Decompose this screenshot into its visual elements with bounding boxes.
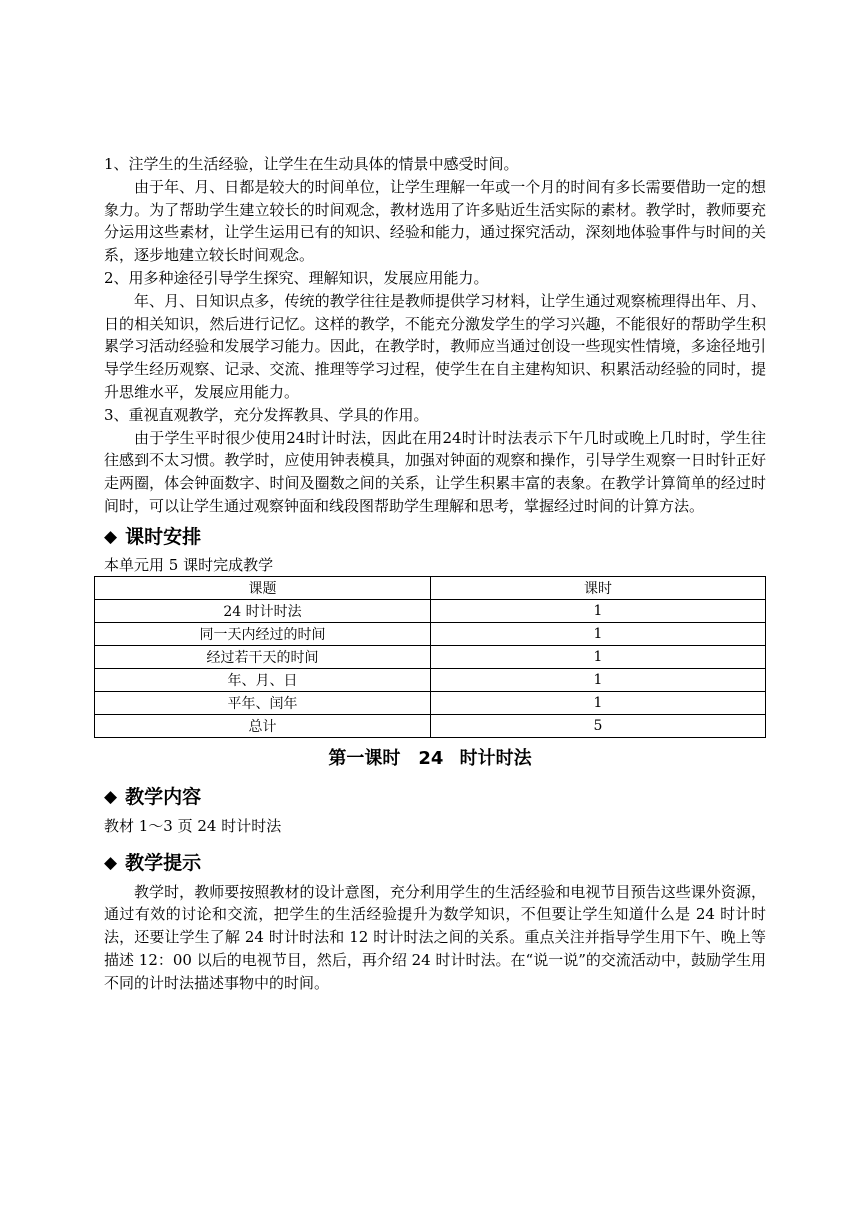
table-header-row (95, 576, 766, 599)
table-row (95, 622, 766, 645)
cell-topic: 24 时计时法 (95, 599, 431, 622)
content-heading-text: 教学内容 (125, 785, 202, 808)
column-header-periods: 课时 (431, 576, 766, 599)
cell-periods: 1 (431, 599, 766, 622)
table-row (95, 691, 766, 714)
paragraph-1: 1、注学生的生活经验，让学生在生动具体的情景中感受时间。 (104, 155, 519, 173)
table-row (95, 668, 766, 691)
hints-heading (104, 850, 766, 876)
lesson-title: 第一课时 24 时计时法 (328, 747, 532, 769)
table-row (95, 599, 766, 622)
table-row-total (95, 714, 766, 737)
schedule-heading-text: 课时安排 (125, 525, 202, 548)
diamond-bullet-icon: ◆ (104, 786, 118, 807)
cell-periods: 1 (431, 622, 766, 645)
paragraph-2: 由于年、月、日都是较大的时间单位，让学生理解一年或一个月的时间有多长需要借助一定的想象力。为了帮助学生建立较长的时间观念，教材选用了许多贴近生活实际的素材。教学时，教师要充分运用这些素材，让学生运用已有的知识、经验和能力，通过探究活动，深刻地体验事件与时间的关系，逐步地建立较长时间观念。 (104, 177, 766, 265)
cell-topic: 同一天内经过的时间 (95, 622, 431, 645)
schedule-intro: 本单元用 5 课时完成教学 (104, 555, 274, 574)
cell-topic: 年、月、日 (95, 668, 431, 691)
table-row (95, 645, 766, 668)
document-body (104, 153, 766, 995)
cell-topic: 经过若干天的时间 (95, 645, 431, 668)
cell-periods: 1 (431, 645, 766, 668)
content-heading (104, 784, 766, 810)
paragraph-5: 3、重视直观教学，充分发挥教具、学具的作用。 (104, 405, 429, 424)
cell-periods: 1 (431, 691, 766, 714)
hints-text: 教学时，教师要按照教材的设计意图，充分利用学生的生活经验和电视节目预告这些课外资源，通过有效的讨论和交流，把学生的生活经验提升为数学知识，不但要让学生知道什么是 24 时计时法，还要让学生了解 24 时计时法和 12 时计时法之间的关系。重点关注并指导学生用下午、晚上等描述 12：00 以后的电视节目，然后，再介绍 24 时计时法。在“说一说”的交流活动中，鼓励学生用不同的计时法描述事物中的时间。 (104, 882, 766, 992)
content-text: 教材 1～3 页 24 时计时法 (104, 816, 282, 835)
paragraph-3: 2、用多种途径引导学生探究、理解知识，发展应用能力。 (104, 268, 489, 287)
cell-periods: 1 (431, 668, 766, 691)
column-header-topic: 课题 (95, 576, 431, 599)
schedule-heading (104, 524, 766, 550)
paragraph-4: 年、月、日知识点多，传统的教学往往是教师提供学习材料，让学生通过观察梳理得出年、月、日的相关知识，然后进行记忆。这样的教学，不能充分激发学生的学习兴趣，不能很好的帮助学生积累学习活动经验和发展学习能力。因此，在教学时，教师应当通过创设一些现实性情境，多途径地引导学生经历观察、记录、交流、推理等学习过程，使学生在自主建构知识、积累活动经验的同时，提升思维水平，发展应用能力。 (104, 291, 766, 401)
schedule-table (94, 576, 766, 738)
paragraph-6: 由于学生平时很少使用24时计时法，因此在用24时计时法表示下午几时或晚上几时时，学生往往感到不太习惯。教学时，应使用钟表模具，加强对钟面的观察和操作，引导学生观察一日时针正好走两圈，体会钟面数字、时间及圈数之间的关系，让学生积累丰富的表象。在教学计算简单的经过时间时，可以让学生通过观察钟面和线段图帮助学生理解和思考，掌握经过时间的计算方法。 (104, 428, 766, 515)
hints-heading-text: 教学提示 (125, 851, 202, 874)
cell-periods: 5 (431, 714, 766, 737)
diamond-bullet-icon: ◆ (104, 852, 118, 873)
diamond-bullet-icon: ◆ (104, 526, 118, 547)
cell-topic: 平年、闰年 (95, 691, 431, 714)
cell-topic: 总计 (95, 714, 431, 737)
